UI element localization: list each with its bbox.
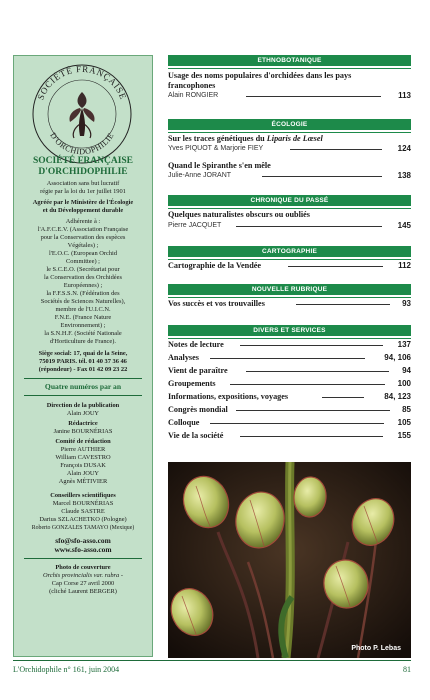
leader-line <box>230 384 385 385</box>
section-header-divers: DIVERS ET SERVICES <box>168 325 411 336</box>
service-title[interactable]: Congrès mondial <box>168 405 228 414</box>
section-header-ecologie: ÉCOLOGIE <box>168 119 411 130</box>
article-author: Julie-Anne JORANT <box>168 172 232 179</box>
leader-line <box>246 371 389 372</box>
divider <box>24 395 142 396</box>
service-title[interactable]: Informations, expositions, voyages <box>168 392 289 401</box>
leader-line <box>322 397 364 398</box>
leader-line <box>246 96 381 97</box>
leader-line <box>210 358 365 359</box>
leader-line <box>240 436 383 437</box>
service-page: 94, 106 <box>384 353 411 362</box>
association-info: Association sans but lucratif régie par la loi du 1er juillet 1901 <box>40 180 126 195</box>
service-title[interactable]: Notes de lecture <box>168 340 224 349</box>
service-page: 105 <box>397 418 411 427</box>
article-title[interactable]: Cartographie de la Vendée <box>168 261 262 270</box>
service-page: 155 <box>397 431 411 440</box>
article-title[interactable]: Vos succès et vos trouvailles <box>168 299 265 308</box>
leader-line <box>240 345 383 346</box>
article-page: 145 <box>397 221 411 230</box>
service-page: 137 <box>397 340 411 349</box>
issues-per-year: Quatre numéros par an <box>44 382 122 391</box>
svg-text:D'ORCHIDOPHILIE: D'ORCHIDOPHILIE <box>48 131 116 157</box>
leader-line <box>236 410 390 411</box>
editorial-committee: Comité de rédaction Pierre AUTHIER William CAVESTRO François DUSAK Alain JOUY Agnès MÉTIVIER <box>55 438 111 485</box>
service-page: 85 <box>402 405 411 414</box>
section-header-ethnobotanique: ETHNOBOTANIQUE <box>168 55 411 66</box>
service-page: 84, 123 <box>384 392 411 401</box>
service-title[interactable]: Vie de la société <box>168 431 224 440</box>
journal-issue: L'Orchidophile n° 161, juin 2004 <box>13 665 120 674</box>
leader-line <box>290 149 382 150</box>
society-panel <box>13 55 153 657</box>
leader-line <box>236 226 382 227</box>
website-link[interactable]: www.sfo-asso.com <box>54 545 112 554</box>
leader-line <box>288 266 383 267</box>
article-page: 124 <box>397 144 411 153</box>
service-page: 94 <box>402 366 411 375</box>
section-header-cartographie: CARTOGRAPHIE <box>168 246 411 257</box>
service-page: 100 <box>397 379 411 388</box>
society-seal-logo <box>30 62 134 166</box>
article-author: Alain RONGIER <box>168 92 219 99</box>
leader-line <box>296 304 390 305</box>
service-title[interactable]: Analyses <box>168 353 199 362</box>
article-author: Yves PIQUOT & Marjorie FIEY <box>168 145 264 152</box>
editor: Rédactrice Janine BOURNÉRIAS <box>53 420 113 435</box>
orchid-photo <box>168 462 411 658</box>
article-title[interactable]: Quand le Spiranthe s'en mêle <box>168 161 271 170</box>
contact-links <box>17 536 149 554</box>
page-number: 81 <box>403 665 411 674</box>
service-title[interactable]: Groupements <box>168 379 216 388</box>
photo-credit: Photo P. Lebas <box>351 645 401 652</box>
email-link[interactable]: sfo@sfo-asso.com <box>55 536 111 545</box>
publication-director: Direction de la publication Alain JOUY <box>46 402 120 417</box>
service-title[interactable]: Vient de paraître <box>168 366 228 375</box>
society-name: SOCIÉTÉ FRANÇAISE D'ORCHIDOPHILIE <box>32 156 134 177</box>
article-page: 112 <box>398 261 411 270</box>
article-page: 138 <box>397 171 411 180</box>
cover-photo-credit: Photo de couverture Orchis provincialis var. rubra - Cap Corse 27 avril 2000 (cliché Laurent BERGER) <box>43 564 123 595</box>
members-list: Adhérente à : l'A.F.C.E.V. (Association Française pour la Conservation des espèces Végétales) ; l'E.O.C. (European Orchid Committee) ; le S.C.E.O. (Secrétariat pour la Conservation des Orchidées Européennes) ; la F.F.S.S.N. (Fédération des Sociétés de Sciences Naturelles), membre de l'U.I.C.N. F.N.E. (France Nature Environnement) ; la S.N.H.F. (Société Nationale d'Horticulture de France). <box>37 218 129 345</box>
article-page: 93 <box>402 299 411 308</box>
svg-text:SOCIÉTÉ FRANÇAISE: SOCIÉTÉ FRANÇAISE <box>35 63 129 102</box>
service-title[interactable]: Colloque <box>168 418 200 427</box>
article-title[interactable]: Usage des noms populaires d'orchidées dans les pays francophones <box>168 71 352 90</box>
section-header-chronique: CHRONIQUE DU PASSÉ <box>168 195 411 206</box>
article-page: 113 <box>398 91 411 100</box>
section-header-nouvelle-rubrique: NOUVELLE RUBRIQUE <box>168 284 411 295</box>
scientific-advisors: Conseillers scientifiques Marcel BOURNÉRIAS Claude SASTRE Darius SZLACHETKO (Pologne) Roberto GONZALES TAMAYO (Mexique) <box>31 492 135 531</box>
head-office-address: Siège social: 17, quai de la Seine, 75019 PARIS. tél. 01 40 37 36 46 (répondeur) - Fax 01 42 09 23 22 <box>38 350 128 373</box>
divider <box>24 378 142 379</box>
footer-rule <box>13 660 411 661</box>
article-author: Pierre JACQUET <box>168 222 222 229</box>
ministry-agreement: Agréée par le Ministère de l'Écologie et du Développement durable <box>32 199 134 214</box>
leader-line <box>210 423 384 424</box>
leader-line <box>262 176 382 177</box>
article-title[interactable]: Sur les traces génétiques du Liparis de Lœsel <box>168 134 323 143</box>
divider <box>24 558 142 559</box>
article-title[interactable]: Quelques naturalistes obscurs ou oubliés <box>168 210 310 219</box>
